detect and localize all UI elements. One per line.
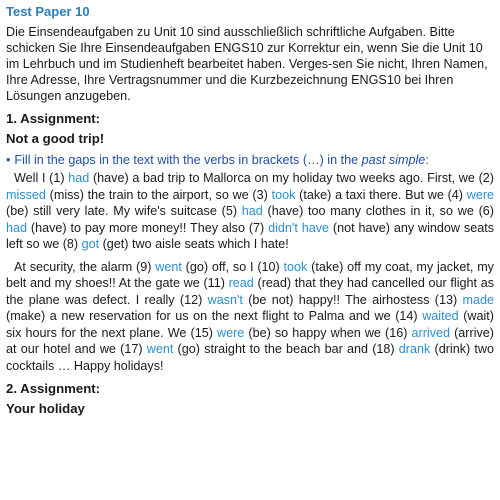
answer-12: wasn't — [207, 292, 243, 307]
text-segment: (not have) any window seats left so we (8) — [6, 220, 494, 251]
assignment-1-heading: 1. Assignment: — [6, 111, 101, 126]
text-segment: Well I (1) — [14, 171, 69, 185]
answer-4: were — [466, 187, 495, 202]
text-segment: At security, the alarm (9) — [14, 259, 156, 274]
text-segment: (take) a taxi there. But we (4) — [295, 187, 467, 202]
text-segment: (miss) the train to the airport, so we (3) — [45, 187, 272, 202]
text-segment: (have) too many clothes in it, so we (6) — [262, 204, 494, 218]
bullet-icon: • — [6, 153, 11, 167]
text-segment: (be) so happy when we (16) — [244, 325, 412, 340]
text-segment: (make) a new reservation for us on the next flight to Palma and we (14) — [6, 309, 423, 323]
answer-10: took — [283, 259, 308, 274]
answer-6: had — [6, 220, 28, 235]
text-segment: (have) to pay more money!! They also (7) — [27, 220, 269, 235]
text-segment: (have) a bad trip to Mallorca on my holiday two weeks ago. First, we (2) — [89, 171, 494, 185]
answer-16: arrived — [411, 325, 451, 340]
answer-9: went — [155, 259, 182, 274]
answer-18: drank — [398, 342, 431, 356]
gap-fill-paragraph-2 — [6, 259, 494, 375]
text-segment: (arrive) at our hotel and we (17) — [6, 325, 494, 356]
instruction-text: Fill in the gaps in the text with the verbs in brackets (…) in the — [14, 153, 362, 167]
page-title: Test Paper 10 — [6, 4, 90, 19]
text-segment: (wait) six hours for the next plane. We (15) — [6, 309, 494, 340]
answer-15: were — [216, 325, 245, 340]
instruction-tense: past simple — [361, 153, 426, 167]
text-segment: (take) off my coat, my jacket, my belt and my shoes!! At the gate we (11) — [6, 259, 494, 290]
assignment-1-subheading: Not a good trip! — [6, 131, 105, 146]
answer-17: went — [146, 342, 174, 356]
text-segment: (get) two aisle seats which I hate! — [99, 237, 289, 251]
assignment-1-instruction — [6, 152, 494, 168]
answer-14: waited — [422, 309, 459, 323]
answer-3: took — [271, 187, 296, 202]
instruction-end: : — [425, 153, 429, 167]
answer-7: didn't have — [268, 220, 330, 235]
gap-fill-paragraph-1 — [6, 170, 494, 253]
text-segment: (be) still very late. My wife's suitcase (5) — [6, 204, 242, 218]
text-segment: (read) that they had cancelled our flight as the plane was defect. I really (12) — [6, 276, 494, 307]
intro-text: Die Einsendeaufgaben zu Unit 10 sind ausschließlich schriftliche Aufgaben. Bitte schicken Sie Ihre Einsendeaufgaben ENGS10 zur Korrektur ein, wenn Sie die Unit 10 im Lehrbuch und im Studienheft bearbeitet haben. Verges-sen Sie nicht, Ihren Namen, Ihre Adresse, Ihre Vertragsnummer und die Kurzbezeichnung ENGS10 bei Ihren Lösungen anzugeben. — [6, 25, 488, 103]
assignment-2-heading: 2. Assignment: — [6, 381, 101, 396]
assignment-2-subheading: Your holiday — [6, 401, 85, 416]
answer-2: missed — [6, 187, 46, 202]
answer-1: had — [68, 171, 90, 185]
text-segment: (drink) two cocktails … Happy holidays! — [6, 342, 494, 373]
answer-11: read — [228, 276, 254, 290]
text-segment: (go) off, so I (10) — [181, 259, 284, 274]
text-segment: (be not) happy!! The airhostess (13) — [242, 292, 463, 307]
answer-5: had — [241, 204, 263, 218]
answer-8: got — [81, 237, 100, 251]
text-segment: (go) straight to the beach bar and (18) — [173, 342, 399, 356]
answer-13: made — [462, 292, 494, 307]
